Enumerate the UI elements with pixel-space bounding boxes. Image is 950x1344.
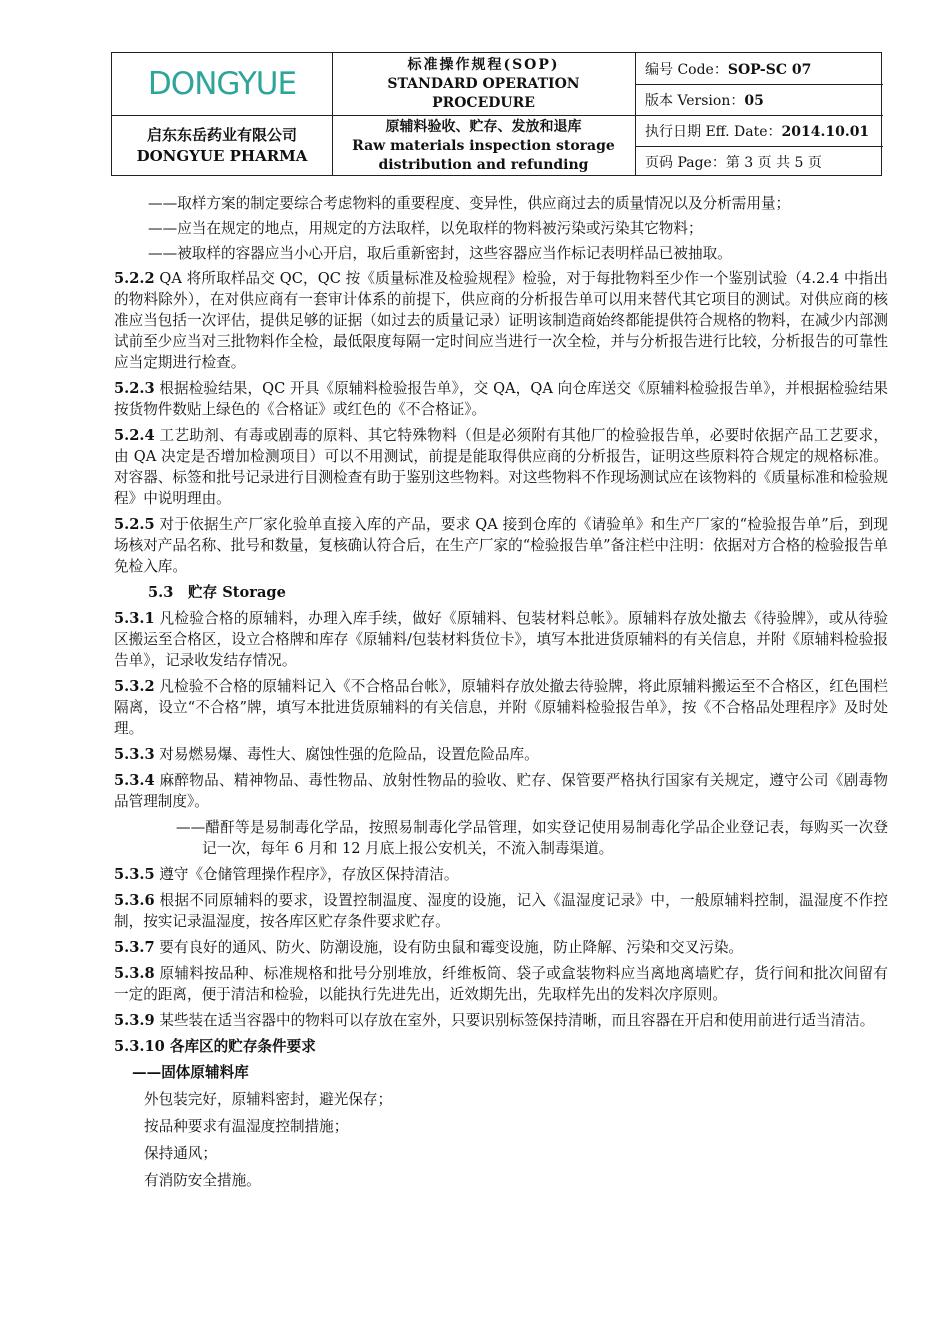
- clause-text: QA 将所取样品交 QC，QC 按《质量标准及检验规程》检验，对于每批物料至少作一个鉴别试验（4.2.4 中指出的物料除外），在对供应商有一套审计体系的前提下，供应商的分析报告单可以用来替代其它项目的测试。对供应商的核准应当包括一次评估，提供足够的证据（如过去的质量记录）证明该制造商始终都能提供符合规格的物料，在减少内部测试前至少应当对三批物料作全检，最低限度每隔一定时间应当进行一次全检，并与分析报告进行比较，分析报告的可靠性应当定期进行检查。: [114, 270, 888, 371]
- page-text: 第 3 页 共 5 页: [725, 154, 822, 171]
- code-value: SOP-SC 07: [727, 61, 812, 78]
- storage-requirement: 保持通风；: [144, 1145, 217, 1162]
- document-header-table: [111, 52, 882, 176]
- clause-number: 5.3.9: [114, 1012, 155, 1029]
- effective-date: [635, 115, 883, 146]
- document-subject: [332, 115, 635, 177]
- dash-item: ——取样方案的制定要综合考虑物料的重要程度、变异性，供应商过去的质量情况以及分析需用量；: [148, 195, 791, 212]
- storage-requirement: 有消防安全措施。: [144, 1172, 261, 1189]
- clause-5-2-5: [114, 514, 888, 577]
- subject-en-2: distribution and refunding: [378, 156, 589, 173]
- clause-number: 5.3.7: [114, 939, 155, 956]
- clause-5-3-7: [114, 937, 888, 958]
- clause-number: 5.3.1: [114, 610, 155, 627]
- clause-text: 要有良好的通风、防火、防潮设施，设有防虫鼠和霉变设施，防止降解、污染和交叉污染。: [154, 939, 744, 956]
- clause-text: 对易燃易爆、毒性大、腐蚀性强的危险品，设置危险品库。: [154, 746, 539, 763]
- clause-number: 5.3.4: [114, 772, 155, 789]
- page-label: 页码 Page：: [645, 154, 726, 171]
- clause-number: 5.3.2: [114, 678, 155, 695]
- clause-number: 5.2.4: [114, 427, 155, 444]
- date-value: 2014.10.01: [781, 123, 870, 140]
- sop-title-en-1: STANDARD OPERATION: [387, 75, 580, 92]
- dash-item: ——被取样的容器应当小心开启，取后重新密封，这些容器应当作标记表明样品已被抽取。: [148, 245, 732, 262]
- clause-text: 遵守《仓储管理操作程序》，存放区保持清洁。: [154, 866, 459, 883]
- storage-requirement: 外包装完好，原辅料密封，避光保存；: [144, 1091, 393, 1108]
- clause-text: 某些装在适当容器中的物料可以存放在室外，只要识别标签保持清晰，而且容器在开启和使用前进行适当清洁。: [154, 1012, 875, 1029]
- clause-5-2-4: [114, 425, 888, 509]
- storage-requirement: 按品种要求有温湿度控制措施；: [144, 1118, 349, 1135]
- clause-5-2-3: [114, 378, 888, 420]
- clause-5-3-9: [114, 1010, 888, 1031]
- company-name: [112, 115, 332, 177]
- clause-number: 5.3.6: [114, 892, 155, 909]
- page-number: [635, 146, 883, 177]
- clause-text: 凡检验合格的原辅料，办理入库手续，做好《原辅料、包装材料总帐》。原辅料存放处撤去《待验牌》，或从待验区搬运至合格区，设立合格牌和库存《原辅料/包装材料货位卡》，填写本批进货原辅料的有关信息，并附《原辅料检验报告单》，记录收发结存情况。: [114, 610, 888, 669]
- clause-note: ——醋酐等是易制毒化学品，按照易制毒化学品管理，如实登记使用易制毒化学品企业登记表，每购买一次登记一次，每年 6 月和 12 月底上报公安机关，不流入制毒渠道。: [176, 819, 888, 857]
- clause-number: 5.2.5: [114, 516, 155, 533]
- clause-text: 麻醉物品、精神物品、毒性物品、放射性物品的验收、贮存、保管要严格执行国家有关规定，遵守公司《剧毒物品管理制度》。: [114, 772, 888, 810]
- clause-text: 凡检验不合格的原辅料记入《不合格品台帐》，原辅料存放处撤去待验牌，将此原辅料搬运至不合格区，红色围栏隔离，设立“不合格”牌，填写本批进货原辅料的有关信息，并附《原辅料检验报告单》，按《不合格品处理程序》及时处理。: [114, 678, 888, 737]
- clause-5-3-1: [114, 608, 888, 671]
- company-logo: [112, 53, 332, 115]
- subject-cn: 原辅料验收、贮存、发放和退库: [385, 118, 582, 135]
- clause-5-3-3: [114, 744, 888, 765]
- date-label: 执行日期 Eff. Date：: [645, 123, 782, 140]
- company-name-cn: 启东东岳药业有限公司: [146, 126, 297, 144]
- version-value: 05: [744, 92, 764, 109]
- clause-5-3-2: [114, 676, 888, 739]
- clause-text: 根据不同原辅料的要求，设置控制温度、湿度的设施，记入《温湿度记录》中，一般原辅料控制，温湿度不作控制，按实记录温湿度，按各库区贮存条件要求贮存。: [114, 892, 888, 930]
- clause-5-3-5: [114, 864, 888, 885]
- clause-text: 工艺助剂、有毒或剧毒的原料、其它特殊物料（但是必须附有其他厂的检验报告单，必要时依据产品工艺要求，由 QA 决定是否增加检测项目）可以不用测试，前提是能取得供应商的分析报告，证明这些原料符合规定的规格标准。对容器、标签和批号记录进行目测检查有助于鉴别这些物料。对这些物料不作现场测试应在该物料的《质量标准和检验规程》中说明理由。: [114, 427, 888, 507]
- clause-text: 原辅料按品种、标准规格和批号分别堆放，纤维板筒、袋子或盒装物料应当离地离墙贮存，货行间和批次间留有一定的距离，便于清洁和检验，以能执行先进先出，近效期先出，先取样先出的发料次序原则。: [114, 965, 888, 1003]
- clause-5-3-8: [114, 963, 888, 1005]
- clause-number: 5.2.2: [114, 270, 155, 287]
- dash-item: ——应当在规定的地点，用规定的方法取样，以免取样的物料被污染或污染其它物料；: [148, 220, 703, 237]
- clause-5-3-4: [114, 770, 888, 812]
- clause-5-2-2: [114, 268, 888, 373]
- clause-number: 5.2.3: [114, 380, 155, 397]
- sop-title: [332, 53, 635, 115]
- clause-number: 5.3.8: [114, 965, 155, 982]
- clause-5-3-10-heading: 5.3.10 各库区的贮存条件要求: [114, 1038, 316, 1055]
- company-name-en: DONGYUE PHARMA: [136, 147, 308, 165]
- clause-5-3-6: [114, 890, 888, 932]
- version-label: 版本 Version：: [645, 92, 745, 109]
- logo-wordmark: DONGYUE: [147, 66, 297, 102]
- section-heading-storage: 5.3 贮存 Storage: [148, 584, 286, 601]
- clause-number: 5.3.3: [114, 746, 155, 763]
- clause-number: 5.3.5: [114, 866, 155, 883]
- code-label: 编号 Code：: [645, 61, 728, 78]
- document-version: [635, 84, 883, 115]
- document-body: [114, 193, 888, 1197]
- subject-en-1: Raw materials inspection storage: [352, 137, 615, 154]
- sop-title-en-2: PROCEDURE: [432, 94, 535, 111]
- clause-text: 根据检验结果，QC 开具《原辅料检验报告单》，交 QA，QA 向仓库送交《原辅料检验报告单》，并根据检验结果按货物件数贴上绿色的《合格证》或红色的《不合格证》。: [114, 380, 888, 418]
- clause-text: 对于依据生产厂家化验单直接入库的产品，要求 QA 接到仓库的《请验单》和生产厂家的“检验报告单”后，到现场核对产品名称、批号和数量，复核确认符合后，在生产厂家的“检验报告单”备注栏中注明：依据对方合格的检验报告单免检入库。: [114, 516, 888, 575]
- sop-title-cn: 标准操作规程(SOP): [407, 56, 560, 73]
- document-code: [635, 53, 883, 84]
- solid-materials-heading: ——固体原辅料库: [132, 1064, 249, 1081]
